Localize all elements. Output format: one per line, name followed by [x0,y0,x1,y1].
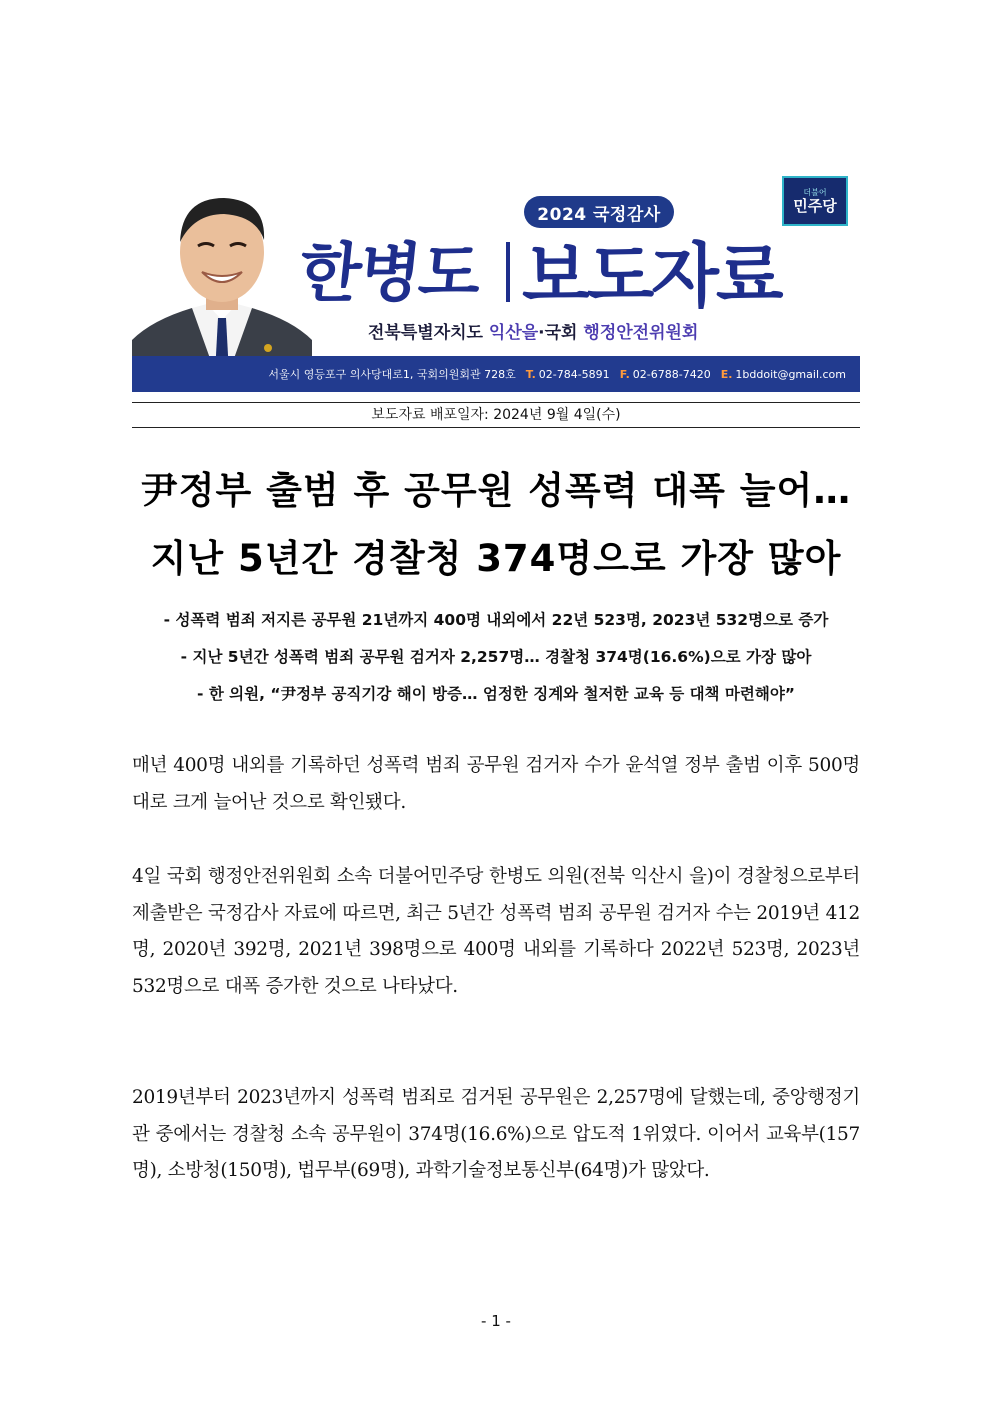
lawmaker-name: 한병도 [295,237,483,311]
district-prefix: 전북특별자치도 [368,323,483,343]
body-paragraph-3: 2019년부터 2023년까지 성폭력 범죄로 검거된 공무원은 2,257명에 달했는데, 중앙행정기관 중에서는 경찰청 소속 공무원이 374명(16.6%)으로 압도적 1위였다. 이어서 교육부(157명), 소방청(150명), 법무부(69명), 과학기술정보통신부(64명)가 많았다. [132,1087,860,1181]
office-address: 서울시 영등포구 의사당대로1, 국회의원회관 728호 [268,368,516,381]
audit-year-badge: 2024 국정감사 [524,196,674,228]
tel-contact [526,368,610,381]
release-date: 보도자료 배포일자: 2024년 9월 4일(수) [132,402,860,428]
subhead-1: - 성폭력 범죄 저지른 공무원 21년까지 400명 내외에서 22년 523명, 2023년 532명으로 증가 [163,611,829,629]
body-paragraph-1: 매년 400명 내외를 기록하던 성폭력 범죄 공무원 검거자 수가 윤석열 정부 출범 이후 500명 대로 크게 늘어난 것으로 확인됐다. [132,755,860,813]
party-logo-small-text: 더불어 [803,187,827,197]
headline-line-2: 지난 5년간 경찰청 374명으로 가장 많아 [150,537,842,580]
district-separator: ·국회 [538,323,578,343]
press-release-title: 보도자료 [522,235,781,317]
tel-key: T. [525,367,536,381]
district-area: 익산을 [488,323,539,343]
contact-bar [132,356,860,392]
page-number: - 1 - [481,1312,511,1330]
fax-number: 02-6788-7420 [632,367,711,381]
headline-line-1: 尹정부 출범 후 공무원 성폭력 대폭 늘어… [140,469,852,512]
tel-number: 02-784-5891 [538,367,610,381]
email-contact [721,368,846,381]
subhead-2: - 지난 5년간 성폭력 범죄 공무원 검거자 2,257명… 경찰청 374명(16.6%)으로 가장 많아 [180,648,812,666]
email-address: 1bddoit@gmail.com [735,367,846,381]
district-line [368,318,698,343]
press-banner [132,160,860,392]
party-logo-name: 민주당 [793,196,837,215]
fax-contact [620,368,711,381]
subhead-3: - 한 의원, “尹정부 공직기강 해이 방증… 엄정한 징계와 철저한 교육 등 대책 마련해야” [196,685,795,703]
title-divider [506,242,510,302]
party-logo [782,176,848,226]
fax-key: F. [619,367,630,381]
body-paragraph-2: 4일 국회 행정안전위원회 소속 더불어민주당 한병도 의원(전북 익산시 을)이 경찰청으로부터 제출받은 국정감사 자료에 따르면, 최근 5년간 성폭력 범죄 공무원 검거자 수는 2019년 412명, 2020년 392명, 2021년 398명으로 400명 내외를 기록하다 2022년 523명, 2023년 532명으로 대폭 증가한 것으로 나타났다. [132,866,860,997]
email-key: E. [720,367,733,381]
district-committee: 행정안전위원회 [583,323,699,343]
